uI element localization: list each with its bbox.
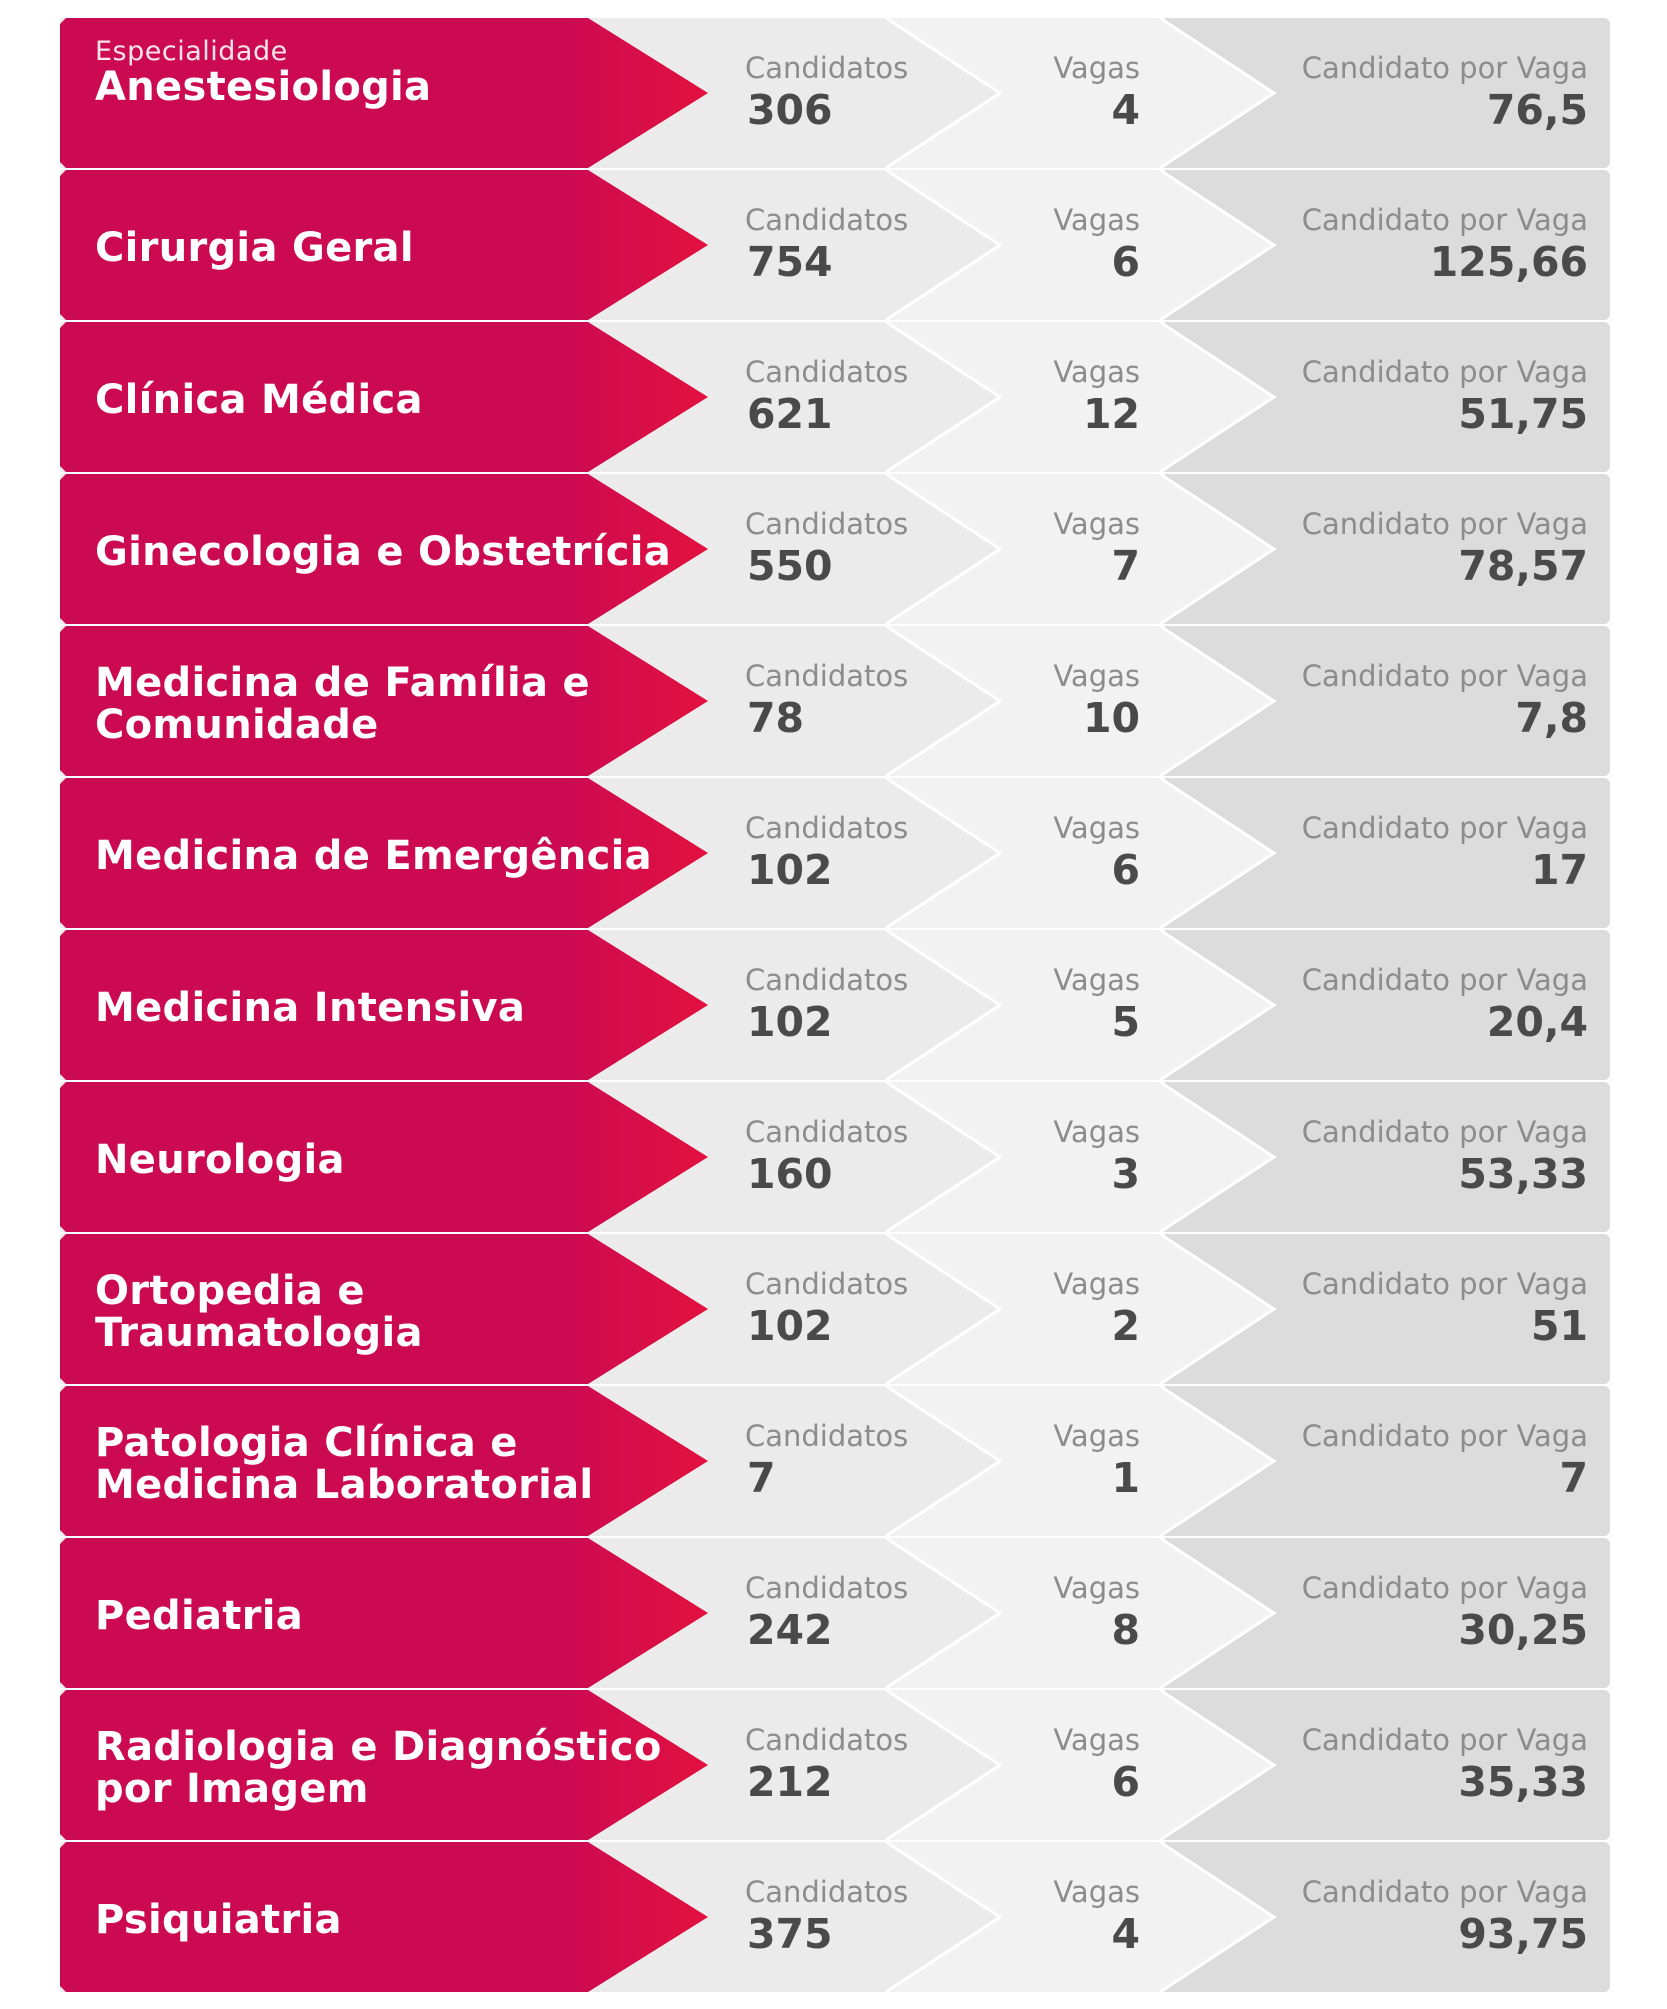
- table-row: [60, 18, 1610, 168]
- table-row: [60, 474, 1610, 624]
- specialty-name: Anestesiologia: [95, 64, 432, 110]
- candidates-value: 78: [747, 694, 805, 742]
- candidates-value: 160: [747, 1150, 833, 1198]
- candidates-label: Candidatos: [745, 1723, 909, 1757]
- ratio-value: 7: [1559, 1454, 1588, 1502]
- specialty-cell: [95, 930, 715, 1080]
- specialty-name: Cirurgia Geral: [95, 225, 414, 271]
- candidates-value: 242: [747, 1606, 833, 1654]
- specialty-cell: [95, 474, 715, 624]
- ratio-value: 17: [1530, 846, 1588, 894]
- vacancies-label: Vagas: [1053, 1571, 1140, 1605]
- specialty-cell: [95, 778, 715, 928]
- vacancies-label: Vagas: [1053, 963, 1140, 997]
- vacancies-label: Vagas: [1053, 1267, 1140, 1301]
- ratio-label: Candidato por Vaga: [1301, 1723, 1588, 1757]
- table-row: [60, 1234, 1610, 1384]
- candidates-label: Candidatos: [745, 507, 909, 541]
- specialty-name: Psiquiatria: [95, 1897, 342, 1943]
- candidates-label: Candidatos: [745, 51, 909, 85]
- vacancies-value: 4: [1111, 1910, 1140, 1958]
- specialty-cell: [95, 1386, 715, 1536]
- ratio-value: 30,25: [1458, 1606, 1588, 1654]
- ratio-value: 125,66: [1429, 238, 1588, 286]
- ratio-label: Candidato por Vaga: [1301, 1115, 1588, 1149]
- table-row: [60, 778, 1610, 928]
- vacancies-value: 7: [1111, 542, 1140, 590]
- candidates-label: Candidatos: [745, 1875, 909, 1909]
- specialty-name: Pediatria: [95, 1593, 304, 1639]
- table-row: [60, 1690, 1610, 1840]
- specialty-name: Medicina de Emergência: [95, 833, 652, 879]
- specialty-name: Medicina de Família e Comunidade: [95, 660, 590, 748]
- specialty-cell: [95, 1538, 715, 1688]
- vacancies-value: 2: [1111, 1302, 1140, 1350]
- vacancies-label: Vagas: [1053, 507, 1140, 541]
- table-row: [60, 1538, 1610, 1688]
- ratio-value: 20,4: [1486, 998, 1588, 1046]
- candidates-value: 7: [747, 1454, 776, 1502]
- table-row: [60, 930, 1610, 1080]
- vacancies-value: 5: [1111, 998, 1140, 1046]
- vacancies-label: Vagas: [1053, 811, 1140, 845]
- ratio-value: 93,75: [1458, 1910, 1588, 1958]
- vacancies-value: 4: [1111, 86, 1140, 134]
- ratio-label: Candidato por Vaga: [1301, 51, 1588, 85]
- candidates-value: 212: [747, 1758, 833, 1806]
- ratio-value: 51,75: [1458, 390, 1588, 438]
- candidates-value: 102: [747, 998, 833, 1046]
- specialty-cell: [95, 1842, 715, 1992]
- specialty-cell: [95, 1690, 715, 1840]
- ratio-value: 78,57: [1458, 542, 1588, 590]
- vacancies-value: 1: [1111, 1454, 1140, 1502]
- vacancies-label: Vagas: [1053, 355, 1140, 389]
- candidates-label: Candidatos: [745, 1267, 909, 1301]
- candidates-label: Candidatos: [745, 203, 909, 237]
- candidates-value: 754: [747, 238, 833, 286]
- table-row: [60, 322, 1610, 472]
- candidates-label: Candidatos: [745, 811, 909, 845]
- specialty-column-header: Especialidade: [95, 36, 288, 67]
- vacancies-value: 8: [1111, 1606, 1140, 1654]
- vacancies-label: Vagas: [1053, 1875, 1140, 1909]
- specialty-name: Medicina Intensiva: [95, 985, 526, 1031]
- specialty-name: Ortopedia e Traumatologia: [95, 1268, 423, 1356]
- ratio-value: 7,8: [1515, 694, 1588, 742]
- candidates-value: 306: [747, 86, 833, 134]
- ratio-label: Candidato por Vaga: [1301, 1419, 1588, 1453]
- vacancies-label: Vagas: [1053, 659, 1140, 693]
- vacancies-label: Vagas: [1053, 203, 1140, 237]
- vacancies-label: Vagas: [1053, 1723, 1140, 1757]
- candidates-value: 102: [747, 1302, 833, 1350]
- specialty-name: Neurologia: [95, 1137, 345, 1183]
- ratio-label: Candidato por Vaga: [1301, 203, 1588, 237]
- specialty-cell: [95, 626, 715, 776]
- specialty-name: Patologia Clínica e Medicina Laboratorial: [95, 1420, 594, 1508]
- candidates-label: Candidatos: [745, 1419, 909, 1453]
- specialty-cell: [95, 322, 715, 472]
- vacancies-label: Vagas: [1053, 1419, 1140, 1453]
- candidates-label: Candidatos: [745, 355, 909, 389]
- specialty-cell: [95, 1082, 715, 1232]
- vacancies-value: 10: [1082, 694, 1140, 742]
- vacancies-label: Vagas: [1053, 1115, 1140, 1149]
- ratio-value: 76,5: [1486, 86, 1588, 134]
- ratio-label: Candidato por Vaga: [1301, 1875, 1588, 1909]
- candidates-value: 375: [747, 1910, 833, 1958]
- specialty-name: Radiologia e Diagnóstico por Imagem: [95, 1724, 662, 1812]
- candidates-value: 621: [747, 390, 833, 438]
- vacancies-value: 12: [1082, 390, 1140, 438]
- table-row: [60, 626, 1610, 776]
- vacancies-value: 6: [1111, 846, 1140, 894]
- ratio-label: Candidato por Vaga: [1301, 659, 1588, 693]
- ratio-label: Candidato por Vaga: [1301, 1571, 1588, 1605]
- candidates-value: 102: [747, 846, 833, 894]
- specialty-cell: [95, 170, 715, 320]
- candidates-label: Candidatos: [745, 1571, 909, 1605]
- vacancies-value: 6: [1111, 1758, 1140, 1806]
- table-row: [60, 170, 1610, 320]
- specialty-name: Ginecologia e Obstetrícia: [95, 529, 672, 575]
- vacancies-value: 3: [1111, 1150, 1140, 1198]
- ratio-label: Candidato por Vaga: [1301, 963, 1588, 997]
- candidates-value: 550: [747, 542, 833, 590]
- specialty-cell: [95, 1234, 715, 1384]
- ratio-value: 35,33: [1458, 1758, 1588, 1806]
- ratio-value: 51: [1530, 1302, 1588, 1350]
- candidates-label: Candidatos: [745, 1115, 909, 1149]
- table-row: [60, 1386, 1610, 1536]
- ratio-label: Candidato por Vaga: [1301, 1267, 1588, 1301]
- ratio-label: Candidato por Vaga: [1301, 811, 1588, 845]
- vacancies-value: 6: [1111, 238, 1140, 286]
- ratio-label: Candidato por Vaga: [1301, 507, 1588, 541]
- candidates-label: Candidatos: [745, 659, 909, 693]
- specialty-table: [60, 18, 1610, 1994]
- table-row: [60, 1842, 1610, 1992]
- table-row: [60, 1082, 1610, 1232]
- specialty-name: Clínica Médica: [95, 377, 423, 423]
- vacancies-label: Vagas: [1053, 51, 1140, 85]
- ratio-label: Candidato por Vaga: [1301, 355, 1588, 389]
- candidates-label: Candidatos: [745, 963, 909, 997]
- ratio-value: 53,33: [1458, 1150, 1588, 1198]
